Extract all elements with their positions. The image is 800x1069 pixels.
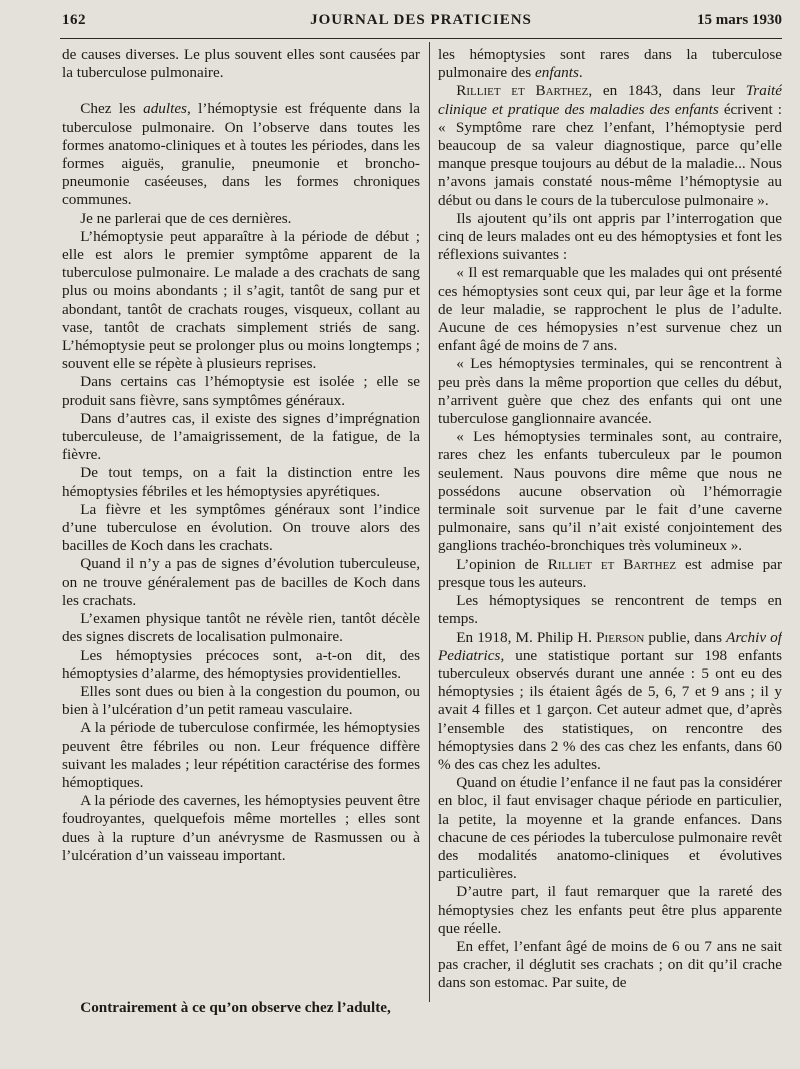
paragraph: A la période des cavernes, les hémoptysies peuvent être foudroyantes, quelquefois même mortelles ; elles sont dues à la rupture d’un anévrysme de Rasmussen ou à l’ulcération d’un vaisseau important. — [62, 792, 420, 864]
right-column — [438, 46, 782, 993]
paragraph: Elles sont dues ou bien à la congestion du poumon, ou bien à l’ulcération d’un petit rameau vasculaire. — [62, 682, 420, 719]
paragraph: les hémoptysies sont rares dans la tuberculose pulmonaire des enfants. — [438, 46, 782, 82]
paragraph: Je ne parlerai que de ces dernières. — [80, 209, 292, 227]
paragraph: « Les hémoptysies terminales sont, au contraire, rares chez les enfants tuberculeux par le poumon seulement. Naus pouvons dire même que nous ne possédons aucune observation où l’hémorragie terminale soit survenue par le fait d’une caverne pulmonaire, sans qu’il n’ait existé conjointement des ganglions trachéo-bronchiques très volumineux ». — [438, 428, 782, 555]
page-header — [60, 12, 782, 36]
page-number: 162 — [62, 12, 86, 28]
column-divider — [429, 42, 430, 1002]
paragraph: Les hémoptysies précoces sont, a-t-on dit, des hémoptysies d’alarme, des hémoptysies providentielles. — [62, 646, 420, 682]
paragraph: Chez les adultes, l’hémoptysie est fréquente dans la tuberculose pulmonaire. On l’observe dans toutes les formes anatomo-cliniques et à toutes les périodes, dans les formes aiguës, granulie, pneumonie et broncho-pneumonie caséeuses, dans les formes chroniques communes. — [62, 100, 421, 209]
header-rule — [60, 38, 782, 39]
paragraph: L’examen physique tantôt ne révèle rien, tantôt décèle des signes discrets de localisation pulmonaire. — [62, 610, 420, 646]
paragraph: Quand on étudie l’enfance il ne faut pas la considérer en bloc, il faut envisager chaque période en particulier, la petite, la moyenne et la grande enfances. Dans chacune de ces périodes la tuberculose pulmonaire revêt des modalités anatomo-cliniques et évolutives particulières. — [438, 774, 782, 883]
paragraph: En 1918, M. Philip H. Pierson publie, dans Archiv of Pediatrics, une statistique portant sur 198 enfants tuberculeux observés durant une année : 5 ont eu des hémoptysies ; ils étaient âgés de 5, 6, 7 et 9 ans ; il y avait 4 filles et 1 garçon. Cet auteur admet que, d’après l’ensemble des statistiques, on rencontre des hémoptysies dans 2 % des cas chez les enfants, dans 60 % des cas chez les adultes. — [438, 628, 782, 773]
paragraph: En effet, l’enfant âgé de moins de 6 ou 7 ans ne sait pas cracher, il déglutit ses crachats ; on dit qu’il crache dans son estomac. Par suite, de — [438, 937, 782, 992]
left-column — [62, 46, 420, 865]
paragraph: Dans certains cas l’hémoptysie est isolée ; elle se produit sans fièvre, sans symptômes généraux. — [62, 373, 420, 409]
paragraph: L’hémoptysie peut apparaître à la période de début ; elle est alors le premier symptôme apparent de la tuberculose pulmonaire. Le malade a des crachats de sang plus ou moins abondants ; il s’agit, tantôt de sang pur et abondant, tantôt de crachats rouges, visqueux, collant au vase, tantôt de crachats simplement striés de sang. L’hémoptysie peut se prolonger plus ou moins longtemps ; souvent elle se répète à plusieurs reprises. — [62, 227, 420, 373]
issue-date: 15 mars 1930 — [697, 12, 782, 28]
paragraph: Dans d’autres cas, il existe des signes d’imprégnation tuberculeuse, de l’amaigrissement, de la fatigue, de la fièvre. — [62, 409, 420, 464]
paragraph: Les hémoptysiques se rencontrent de temps en temps. — [438, 592, 782, 628]
paragraph: De tout temps, on a fait la distinction entre les hémoptysies fébriles et les hémoptysies apyrétiques. — [62, 464, 420, 500]
paragraph: « Il est remarquable que les malades qui ont présenté ces hémoptysies sont ceux qui, par leur âge et la forme de leur maladie, se rapprochent le plus de l’adulte. Aucune de ces hémopysies n’est survenue chez un enfant âgé de moins de 7 ans. — [438, 264, 782, 355]
paragraph: Quand il n’y a pas de signes d’évolution tuberculeuse, on ne trouve généralement pas de bacilles de Koch dans les crachats. — [62, 555, 420, 609]
journal-title: JOURNAL DES PRATICIENS — [310, 12, 532, 28]
paragraph: D’autre part, il faut remarquer que la rareté des hémoptysies chez les enfants peut être plus apparente que réelle. — [438, 883, 782, 937]
paragraph: A la période de tuberculose confirmée, les hémoptysies peuvent être fébriles ou non. Leur fréquence diffère suivant les malades ; leur répétition caractérise des formes hémoptiques. — [62, 719, 420, 791]
paragraph: La fièvre et les symptômes généraux sont l’indice d’une tuberculose en évolution. On trouve alors des bacilles de Koch dans les crachats. — [62, 500, 420, 555]
paragraph-continued: Contrairement à ce qu’on observe chez l’adulte, — [80, 999, 391, 1017]
paragraph: de causes diverses. Le plus souvent elles sont causées par la tuberculose pulmonaire. — [62, 46, 420, 82]
paragraph: Rilliet et Barthez, en 1843, dans leur Traité clinique et pratique des maladies des enfants écrivent : « Symptôme rare chez l’enfant, l’hémoptysie perd beaucoup de sa valeur diagnostique, parce qu’elle manque presque toujours au début de la maladie... Nous n’avons jamais constaté nous-même l’hémoptysie au début ou dans le cours de la tuberculose pulmonaire ». — [438, 82, 782, 209]
paragraph: « Les hémoptysies terminales, qui se rencontrent à peu près dans la même proportion que celles du début, n’arrivent guère que chez des enfants qui ont une tuberculose ganglionnaire avancée. — [438, 355, 782, 428]
paragraph: Ils ajoutent qu’ils ont appris par l’interrogation que cinq de leurs malades ont eu des hémoptysies et font les réflexions suivantes : — [438, 209, 782, 264]
paragraph: L’opinion de Rilliet et Barthez est admise par presque tous les auteurs. — [438, 555, 782, 591]
